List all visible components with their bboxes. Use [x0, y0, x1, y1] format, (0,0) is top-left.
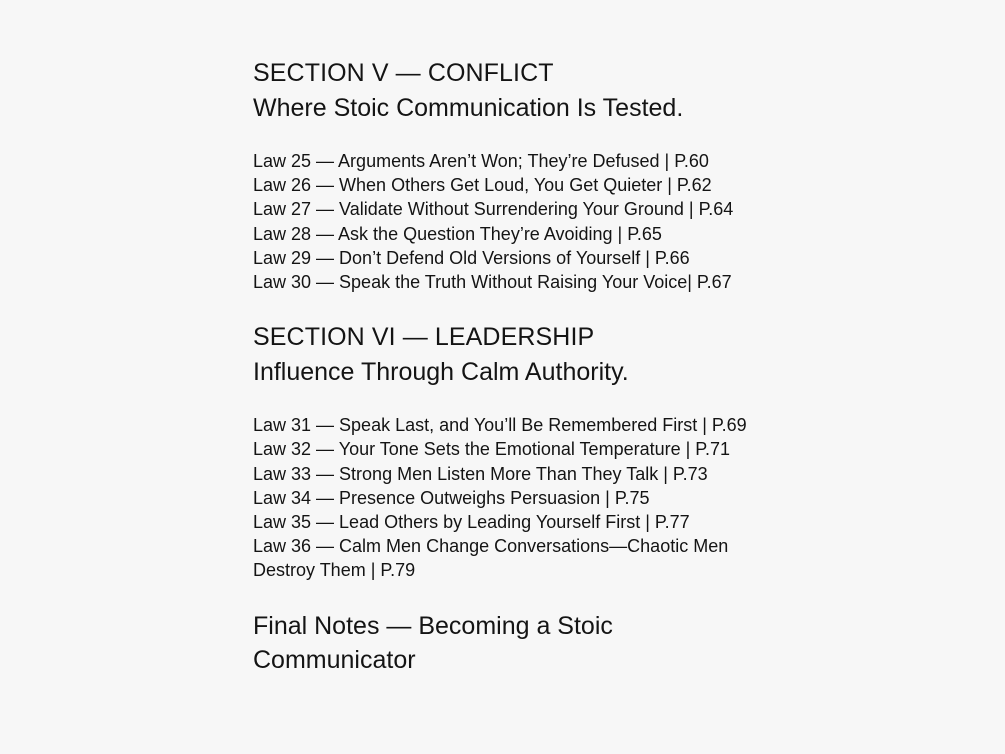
table-of-contents	[253, 56, 773, 678]
law-list	[253, 413, 773, 582]
law-entry: Law 30 — Speak the Truth Without Raising Your Voice| P.67	[253, 272, 732, 293]
law-entry: Law 27 — Validate Without Surrendering Your Ground | P.64	[253, 199, 734, 220]
section-subheading: Influence Through Calm Authority.	[253, 357, 629, 386]
law-entry: Law 25 — Arguments Aren’t Won; They’re Defused | P.60	[253, 151, 709, 171]
law-list	[253, 149, 773, 294]
law-entry: Law 31 — Speak Last, and You’ll Be Remembered First | P.69	[253, 415, 747, 436]
law-entry: Law 35 — Lead Others by Leading Yourself First | P.77	[253, 512, 690, 533]
law-entry: Law 34 — Presence Outweighs Persuasion | P.75	[253, 487, 650, 508]
law-entry: Law 26 — When Others Get Loud, You Get Quieter | P.62	[253, 175, 712, 196]
final-notes-heading: Final Notes — Becoming a Stoic Communicator	[253, 611, 613, 675]
law-entry: Law 29 — Don’t Defend Old Versions of Yourself | P.66	[253, 247, 690, 268]
section-leadership	[253, 320, 773, 582]
law-entry: Law 36 — Calm Men Change Conversations—Chaotic Men Destroy Them | P.79	[253, 536, 729, 581]
section-subheading: Where Stoic Communication Is Tested.	[253, 93, 684, 122]
law-entry: Law 28 — Ask the Question They’re Avoiding | P.65	[253, 223, 662, 244]
section-heading: SECTION V — CONFLICT	[253, 59, 554, 87]
law-entry: Law 32 — Your Tone Sets the Emotional Temperature | P.71	[253, 439, 730, 460]
law-entry: Law 33 — Strong Men Listen More Than They Talk | P.73	[253, 463, 708, 484]
section-conflict	[253, 56, 773, 294]
section-heading: SECTION VI — LEADERSHIP	[253, 323, 595, 352]
